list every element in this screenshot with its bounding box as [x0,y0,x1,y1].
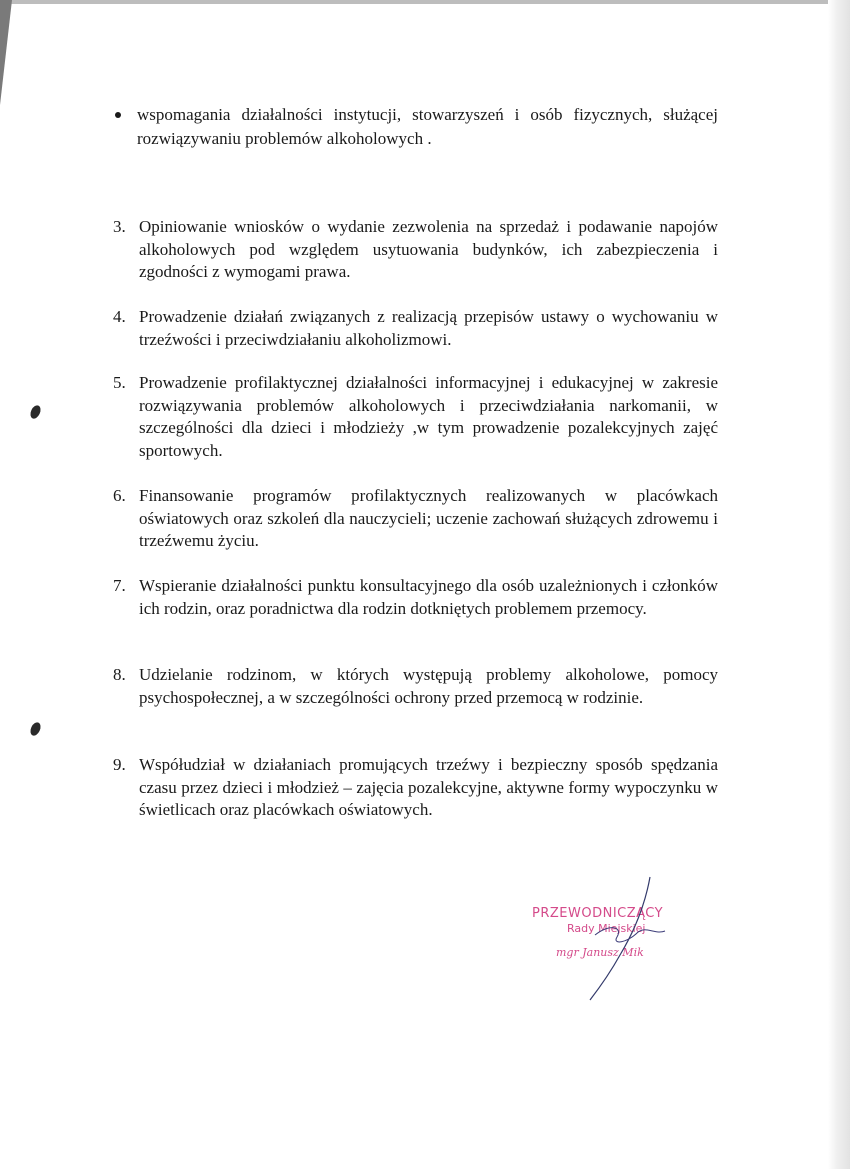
item-number: 9. [113,755,126,774]
item-number: 4. [113,307,126,326]
bullet-text: wspomagania działalności instytucji, stowarzyszeń i osób fizycznych, służącej rozwiązywaniu problemów alkoholowych . [137,105,718,148]
bullet-dot-icon [115,112,121,118]
item-number: 5. [113,373,126,392]
numbered-item-8 [113,664,718,709]
scan-edge-right [828,0,850,1169]
item-number: 7. [113,576,126,595]
stamp-subtitle: Rady Miejskiej [567,922,646,935]
item-text: Prowadzenie działań związanych z realizacją przepisów ustawy o wychowaniu w trzeźwości i przeciwdziałaniu alkoholizmowi. [139,307,718,349]
numbered-item-4 [113,306,718,351]
bullet-list-item [113,103,718,151]
punch-hole-icon [28,721,42,737]
stamp-name: mgr Janusz Mik [556,946,644,959]
numbered-item-6 [113,485,718,553]
numbered-item-7 [113,575,718,620]
numbered-item-5 [113,372,718,463]
item-number: 8. [113,665,126,684]
scan-corner-shadow [0,0,14,110]
numbered-item-3 [113,216,718,284]
scan-edge-top [0,0,850,4]
item-text: Udzielanie rodzinom, w których występują problemy alkoholowe, pomocy psychospołecznej, a w szczególności ochrony przed przemocą w rodzinie. [139,665,718,707]
punch-hole-icon [28,404,42,420]
item-text: Opiniowanie wniosków o wydanie zezwolenia na sprzedaż i podawanie napojów alkoholowych pod względem usytuowania budynków, ich zabezpieczenia i zgodności z wymogami prawa. [139,217,718,282]
numbered-item-9 [113,754,718,822]
item-text: Współudział w działaniach promujących trzeźwy i bezpieczny sposób spędzania czasu przez dzieci i młodzież – zajęcia pozalekcyjne, aktywne formy wypoczynku w świetlicach oraz placówkach oświatowych. [139,755,718,820]
item-text: Prowadzenie profilaktycznej działalności informacyjnej i edukacyjnej w zakresie rozwiązywania problemów alkoholowych i przeciwdziałania narkomanii, w szczególności dla dzieci i młodzieży ,w tym prowadzenie pozalekcyjnych zajęć sportowych. [139,373,718,461]
stamp-title: PRZEWODNICZĄCY [532,906,664,921]
item-number: 3. [113,217,126,236]
item-text: Wspieranie działalności punktu konsultacyjnego dla osób uzależnionych i członków ich rodzin, oraz poradnictwa dla rodzin dotkniętych problemem przemocy. [139,576,718,618]
handwritten-signature [565,875,685,1005]
item-text: Finansowanie programów profilaktycznych realizowanych w placówkach oświatowych oraz szkoleń dla nauczycieli; uczenie zachowań służących zdrowemu i trzeźwemu życiu. [139,486,718,551]
item-number: 6. [113,486,126,505]
